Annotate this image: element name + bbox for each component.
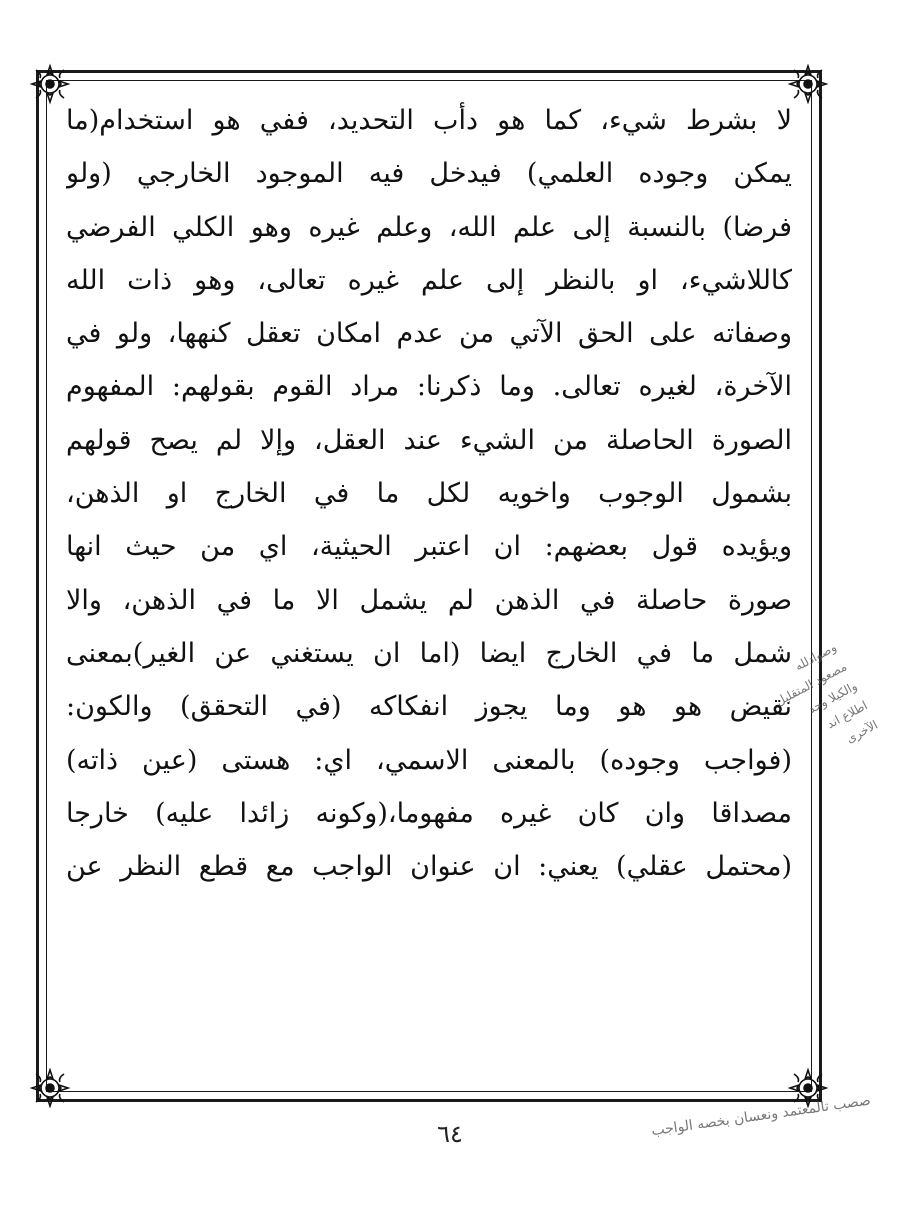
text-line: كاللاشيء، او بالنظر إلى علم غيره تعالى، وهو ذات الله — [66, 264, 792, 296]
handwritten-bottom-note: صصب تالمعتمد ونعسان بخصه الواجب — [650, 1092, 872, 1140]
text-line: ويؤيده قول بعضهم: ان اعتبر الحيثية، اي من حيث انها — [66, 531, 792, 563]
text-line: مصداقا وان كان غيره مفهوما،(وكونه زائدا عليه) خارجا — [66, 797, 792, 829]
text-line: الآخرة، لغيره تعالى. وما ذكرنا: مراد القوم بقولهم: المفهوم — [66, 371, 792, 403]
text-line: (محتمل عقلي) يعني: ان عنوان الواجب مع قطع النظر عن — [66, 851, 792, 883]
corner-ornament-icon — [28, 1066, 72, 1110]
text-line: يمكن وجوده العلمي) فيدخل فيه الموجود الخارجي (ولو — [66, 158, 792, 190]
text-line: بشمول الوجوب واخويه لكل ما في الخارج او الذهن، — [66, 478, 792, 510]
text-line: لا بشرط شيء، كما هو دأب التحديد، ففي هو استخدام(ما — [66, 105, 792, 136]
text-line: (فواجب وجوده) بالمعنى الاسمي، اي: هستى (عين ذاته) — [66, 744, 792, 776]
text-line: نقيض هو هو وما يجوز انفكاكه (في التحقق) والكون: — [66, 691, 792, 723]
text-line: الصورة الحاصلة من الشيء عند العقل، وإلا لم يصح قولهم — [66, 424, 792, 456]
text-line: فرضا) بالنسبة إلى علم الله، وعلم غيره وهو الكلي الفرضي — [66, 211, 792, 243]
corner-ornament-icon — [786, 62, 830, 106]
text-line: وصفاته على الحق الآتي من عدم امكان تعقل كنهها، ولو في — [66, 318, 792, 350]
page-number: ٦٤ — [437, 1120, 463, 1148]
handwritten-margin-note: وصوادلله مصعود المتقليل والكيلا وحد اطلاع اند الآخرى — [773, 639, 881, 746]
text-line: شمل ما في الخارج ايضا (اما ان يستغني عن الغير)بمعنى — [66, 637, 792, 669]
body-text — [66, 94, 792, 1054]
text-line: صورة حاصلة في الذهن لم يشمل الا ما في الذهن، والا — [66, 584, 792, 616]
